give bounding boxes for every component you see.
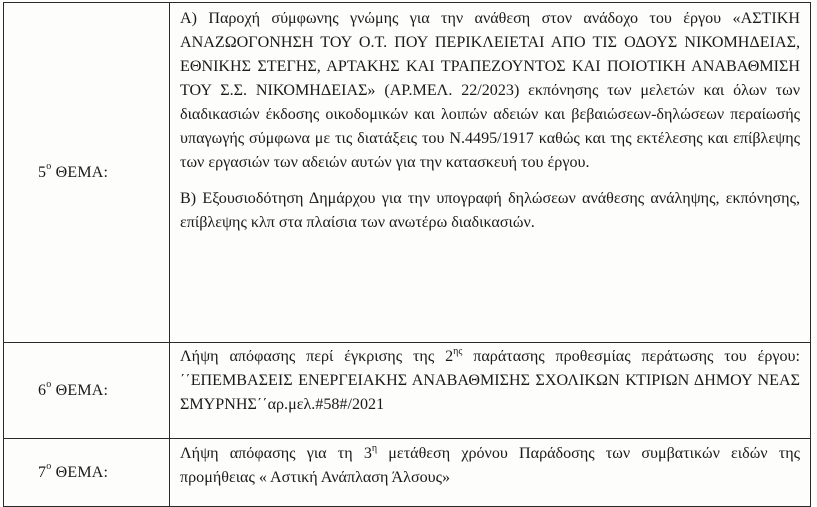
item-paragraph bbox=[180, 345, 800, 417]
agenda-row-5 bbox=[4, 3, 811, 343]
item-word: ΘΕΜΑ: bbox=[55, 163, 109, 181]
item-number: 5 bbox=[38, 163, 47, 181]
item-label bbox=[4, 3, 170, 343]
item-text-end: μετάθεση χρόνου Παράδοσης των συμβατικών ειδών της προμήθειας « Αστική Ανάπλαση Άλσους» bbox=[180, 445, 801, 486]
item-description bbox=[170, 439, 811, 507]
item-paragraph-a: Α) Παροχή σύμφωνης γνώμης για την ανάθεση στον ανάδοχο του έργου «ΑΣΤΙΚΗ ΑΝΑΖΩΟΓΟΝΗΣΗ ΤΟΥ Ο.Τ. ΠΟΥ ΠΕΡΙΚΛΕΙΕΤΑΙ ΑΠΟ ΤΙΣ ΟΔΟΥΣ ΝΙΚΟΜΗΔΕΙΑΣ, ΕΘΝΙΚΗΣ ΣΤΕΓΗΣ, ΑΡΤΑΚΗΣ ΚΑΙ ΤΡΑΠΕΖΟΥΝΤΟΣ ΚΑΙ ΠΟΙΟΤΙΚΗ ΑΝΑΒΑΘΜΙΣΗ ΤΟΥ Σ.Σ. ΝΙΚΟΜΗΔΕΙΑΣ» (ΑΡ.ΜΕΛ. 22/2023) εκπόνησης των μελετών και όλων των διαδικασιών έκδοσης οικοδομικών και λοιπών αδειών και βεβαιώσεων-δηλώσεων περαίωσής υπαγωγής σύμφωνα με τις διατάξεις του Ν.4495/1917 καθώς και της εκτέλεσης και επίβλεψης των εργασιών των αδειών αυτών για την κατασκευή του έργου. bbox=[180, 10, 800, 171]
item-number-superscript: ο bbox=[46, 461, 52, 473]
item-text-end: παράτασης προθεσμίας περάτωσης του έργου: ΄΄ΕΠΕΜΒΑΣΕΙΣ ΕΝΕΡΓΕΙΑΚΗΣ ΑΝΑΒΑΘΜΙΣΗΣ ΣΧΟΛΙΚΩΝ ΚΤΙΡΙΩΝ ΔΗΜΟΥ ΝΕΑΣ ΣΜΥΡΝΗΣ΄΄αρ.μελ.#58#/2021 bbox=[180, 348, 800, 413]
item-number: 7 bbox=[38, 463, 47, 481]
item-text-start: Λήψη απόφασης περί έγκρισης της 2 bbox=[180, 348, 454, 365]
item-text-superscript: η bbox=[371, 442, 378, 454]
item-description bbox=[170, 343, 811, 439]
item-label bbox=[4, 439, 170, 507]
agenda-table bbox=[3, 2, 811, 507]
item-number-superscript: ο bbox=[46, 161, 52, 173]
item-paragraph-b: Β) Εξουσιοδότηση Δημάρχου για την υπογραφή δηλώσεων ανάθεσης ανάληψης, εκπόνησης, επίβλεψης κλπ στα πλαίσια των ανωτέρω διαδικασιών. bbox=[180, 190, 800, 231]
item-number-superscript: ο bbox=[46, 379, 52, 391]
item-word: ΘΕΜΑ: bbox=[55, 463, 109, 481]
item-description bbox=[170, 3, 811, 343]
item-label bbox=[4, 343, 170, 439]
item-word: ΘΕΜΑ: bbox=[55, 381, 109, 399]
agenda-row-6 bbox=[4, 343, 811, 439]
agenda-row-7 bbox=[4, 439, 811, 507]
item-paragraph bbox=[180, 442, 800, 490]
item-text-superscript: ης bbox=[453, 345, 463, 357]
item-number: 6 bbox=[38, 381, 47, 399]
item-text-start: Λήψη απόφασης για τη 3 bbox=[180, 445, 372, 462]
